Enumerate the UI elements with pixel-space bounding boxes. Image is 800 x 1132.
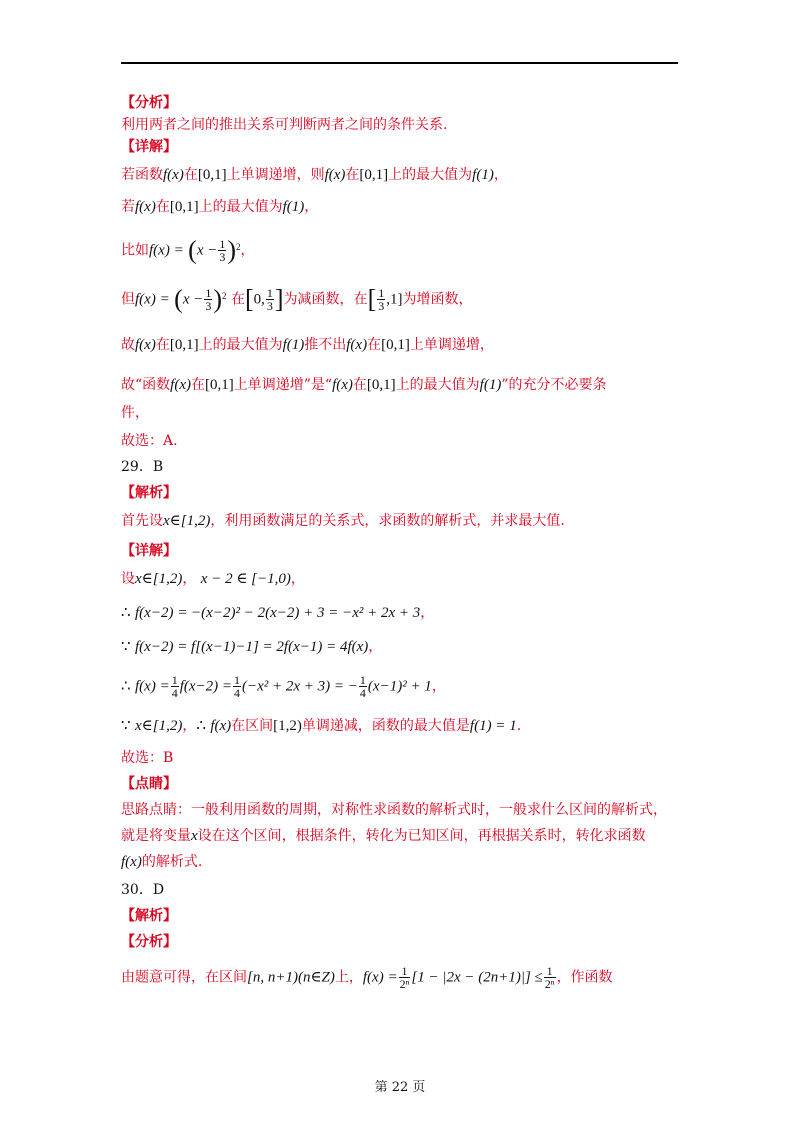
text: 故 bbox=[121, 337, 135, 353]
numerator: 1 bbox=[544, 965, 556, 978]
math-expression: [1 − |2x − (2n+1)|] ≤ bbox=[411, 969, 543, 986]
math-fx-eq: f(x) = bbox=[149, 242, 184, 259]
math-fx: f(x) bbox=[332, 377, 353, 393]
denominator: 3 bbox=[219, 250, 226, 264]
q29-tip-line-2 bbox=[121, 827, 701, 845]
paren: ) bbox=[213, 284, 223, 314]
text: 上的最大值为 bbox=[198, 337, 283, 353]
q29-detail-line-3 bbox=[121, 638, 701, 656]
q29-tip-line-1: 思路点睛：一般利用函数的周期，对称性求函数的解析式时，一般求什么区间的解析式， bbox=[121, 802, 667, 818]
math-fx: f(x) bbox=[346, 337, 368, 353]
math-interval-n: [n, n+1)(n∈Z) bbox=[247, 969, 335, 986]
text: ， bbox=[240, 242, 255, 259]
page-footer: 第 22 页 bbox=[374, 1080, 426, 1095]
q29-analysis-line bbox=[121, 512, 701, 530]
text: 上的最大值为 bbox=[395, 377, 480, 393]
math-fx-eq: f(x) = bbox=[135, 291, 170, 308]
q28-line-7: 件， bbox=[121, 405, 149, 421]
fraction bbox=[204, 287, 212, 312]
numerator: 1 bbox=[205, 286, 212, 300]
analysis-heading: 【分析】 bbox=[121, 95, 177, 111]
therefore-symbol: ∴ bbox=[196, 718, 206, 734]
math-x-range: x∈[1,2) bbox=[163, 513, 211, 529]
q29-detail-line-5 bbox=[121, 717, 701, 735]
q28-line-6 bbox=[121, 376, 701, 394]
math-f1: f(1) bbox=[282, 199, 305, 215]
math-fx: f(x) bbox=[324, 167, 346, 183]
text: 但 bbox=[121, 291, 135, 308]
q29-detail-line-4 bbox=[121, 674, 701, 699]
text: ，利用函数满足的关系式，求函数的解析式，并求最大值. bbox=[210, 513, 565, 529]
q28-line-3 bbox=[121, 235, 701, 265]
text: 故“函数 bbox=[121, 377, 171, 393]
text: 由题意可得，在区间 bbox=[121, 969, 247, 986]
denominator: 4 bbox=[359, 686, 366, 700]
math-fx: f(x) bbox=[135, 199, 156, 215]
denominator: 3 bbox=[205, 299, 212, 313]
math-f1-eq: f(1) = 1 bbox=[469, 718, 517, 734]
q28-choice: 故选：A. bbox=[121, 433, 178, 449]
because-symbol: ∵ bbox=[121, 639, 131, 655]
text: 在区间 bbox=[231, 718, 274, 734]
text: 上的最大值为 bbox=[198, 199, 283, 215]
text: 在 bbox=[155, 199, 170, 215]
text: 上单调递增，则 bbox=[226, 167, 325, 183]
math-equation: (x−1)² + 1 bbox=[367, 678, 432, 695]
q29-detail-line-2 bbox=[121, 604, 701, 622]
exponent: 2 bbox=[236, 242, 241, 252]
text: 在 bbox=[352, 377, 367, 393]
fraction bbox=[359, 674, 367, 699]
math-f1: f(1) bbox=[282, 337, 305, 353]
math-interval: [0,1] bbox=[205, 377, 234, 393]
math-interval: [0,1] bbox=[169, 199, 199, 215]
q29-tip-line-3 bbox=[121, 853, 701, 871]
text: ”的充分不必要条 bbox=[501, 377, 607, 393]
math-fx: f(x) bbox=[121, 854, 142, 870]
math-x-minus: x − bbox=[196, 242, 218, 259]
math-fx: f(x) bbox=[210, 718, 232, 734]
numerator: 1 bbox=[171, 673, 178, 687]
text: 在 bbox=[345, 167, 360, 183]
bracket: [ bbox=[367, 284, 377, 314]
text: ， bbox=[182, 718, 197, 734]
numerator: 1 bbox=[378, 286, 385, 300]
text: 若函数 bbox=[121, 167, 163, 183]
math-fx: f(x) bbox=[170, 377, 191, 393]
denominator: 4 bbox=[234, 686, 240, 700]
text: 上， bbox=[334, 969, 363, 986]
text: 为减函数，在 bbox=[283, 291, 368, 308]
text: 在 bbox=[230, 291, 245, 308]
numerator: 1 bbox=[266, 286, 273, 300]
math-fx-eq: f(x) = bbox=[362, 969, 398, 986]
numerator: 1 bbox=[219, 237, 226, 251]
math-comma-one: ,1] bbox=[386, 291, 403, 308]
paren: ) bbox=[227, 235, 237, 265]
q29-detail-heading: 【详解】 bbox=[121, 543, 177, 559]
text: 推不出 bbox=[304, 337, 347, 353]
math-equation: f(x−2) = bbox=[179, 678, 232, 695]
fraction bbox=[377, 287, 385, 312]
detail-heading: 【详解】 bbox=[121, 139, 177, 155]
fraction bbox=[218, 238, 226, 263]
text: 上单调递增”是“ bbox=[233, 377, 333, 393]
math-interval: [0,1] bbox=[366, 377, 396, 393]
q29-tip-heading: 【点睛】 bbox=[121, 776, 177, 792]
denominator: 2ⁿ bbox=[544, 977, 555, 991]
text: ， bbox=[368, 639, 383, 655]
text: 为增函数， bbox=[402, 291, 473, 308]
exponent: 2 bbox=[222, 291, 227, 301]
q30-text-line-1 bbox=[121, 965, 701, 990]
header-rule bbox=[121, 62, 678, 64]
fraction bbox=[544, 965, 556, 990]
text: ，作函数 bbox=[556, 969, 613, 986]
text: 比如 bbox=[121, 242, 149, 259]
text: ， bbox=[431, 678, 446, 695]
numerator: 1 bbox=[359, 673, 366, 687]
fraction bbox=[171, 674, 179, 699]
math-equation: f(x−2) = −(x−2)² − 2(x−2) + 3 = −x² + 2x + 3 bbox=[135, 605, 421, 621]
numerator: 1 bbox=[399, 965, 411, 978]
text: 设在这个区间，根据条件，转化为已知区间，再根据关系时，转化求函数 bbox=[197, 828, 646, 844]
math-interval: [0,1] bbox=[359, 167, 389, 183]
therefore-symbol: ∴ bbox=[121, 605, 131, 621]
q28-line-1 bbox=[121, 166, 701, 184]
q29-analysis-heading: 【解析】 bbox=[121, 485, 177, 501]
text: ， bbox=[290, 571, 305, 587]
text: 就是将变量 bbox=[121, 828, 191, 844]
bracket: [ bbox=[244, 284, 254, 314]
math-interval: [0,1] bbox=[197, 167, 227, 183]
math-fx: f(x) bbox=[163, 167, 184, 183]
text: 上单调递增， bbox=[409, 337, 494, 353]
denominator: 3 bbox=[378, 299, 385, 313]
q29-detail-line-1 bbox=[121, 570, 701, 588]
math-x-minus-2-range: x − 2 ∈ [−1,0) bbox=[200, 571, 291, 587]
text: . bbox=[516, 718, 522, 734]
q30-number: 30．D bbox=[121, 882, 165, 898]
denominator: 4 bbox=[171, 686, 178, 700]
text: 在 bbox=[183, 167, 198, 183]
q29-number: 29．B bbox=[121, 459, 164, 475]
text: 设 bbox=[121, 571, 135, 587]
q28-line-5 bbox=[121, 336, 701, 354]
q28-line-4 bbox=[121, 284, 701, 314]
math-equation: f(x−2) = f[(x−1)−1] = 2f(x−1) = 4f(x) bbox=[135, 639, 369, 655]
text: ， bbox=[420, 605, 435, 621]
text: ， bbox=[182, 571, 197, 587]
math-equation: f(x) = bbox=[135, 678, 170, 695]
q30-sub-heading: 【分析】 bbox=[121, 934, 177, 950]
denominator: 3 bbox=[266, 299, 273, 313]
numerator: 1 bbox=[234, 673, 240, 687]
text: 在 bbox=[367, 337, 382, 353]
paren: ( bbox=[188, 235, 197, 265]
denominator: 2ⁿ bbox=[399, 977, 410, 991]
math-x-range: x∈[1,2) bbox=[135, 718, 183, 734]
math-f1: f(1) bbox=[479, 377, 502, 393]
paren: ( bbox=[174, 284, 183, 314]
bracket: ] bbox=[274, 284, 284, 314]
text: 的解析式. bbox=[141, 854, 203, 870]
text: ， bbox=[304, 199, 319, 215]
q28-line-2 bbox=[121, 198, 701, 216]
math-interval: [1,2) bbox=[273, 718, 302, 734]
fraction bbox=[233, 674, 241, 699]
math-interval: [0,1] bbox=[381, 337, 410, 353]
q29-choice: 故选：B bbox=[121, 750, 174, 766]
math-f1: f(1) bbox=[472, 167, 494, 183]
math-fx: f(x) bbox=[135, 337, 156, 353]
text: 在 bbox=[155, 337, 170, 353]
q30-analysis-heading: 【解析】 bbox=[121, 908, 177, 924]
text: 若 bbox=[121, 199, 135, 215]
text: 上的最大值为 bbox=[388, 167, 473, 183]
analysis-text: 利用两者之间的推出关系可判断两者之间的条件关系. bbox=[121, 117, 448, 133]
math-equation: (−x² + 2x + 3) = − bbox=[242, 678, 358, 695]
math-zero: 0, bbox=[253, 291, 265, 308]
math-x: x bbox=[191, 828, 198, 844]
text: 单调递减，函数的最大值是 bbox=[301, 718, 470, 734]
text: 在 bbox=[191, 377, 205, 393]
page-content bbox=[121, 94, 701, 990]
fraction bbox=[266, 287, 274, 312]
math-interval: [0,1] bbox=[169, 337, 199, 353]
text: 首先设 bbox=[121, 513, 163, 529]
math-x-minus: x − bbox=[182, 291, 204, 308]
math-x-range: x∈[1,2) bbox=[135, 571, 183, 587]
because-symbol: ∵ bbox=[121, 718, 131, 734]
fraction bbox=[399, 965, 411, 990]
text: ， bbox=[493, 167, 508, 183]
therefore-symbol: ∴ bbox=[121, 678, 131, 695]
